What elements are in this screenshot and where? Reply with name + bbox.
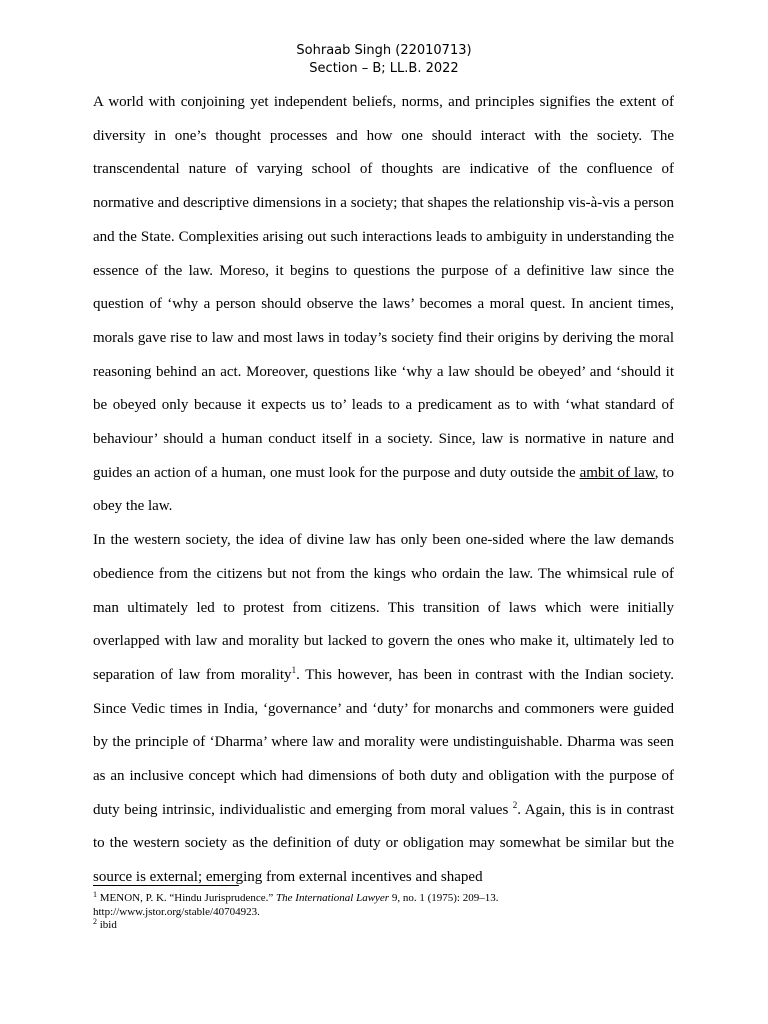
page-header [0,42,768,78]
underlined-phrase: ambit of law [579,464,655,481]
footnote-ref-1[interactable]: 1 [291,664,297,675]
body-text [93,86,674,895]
footnote-1-url[interactable]: http://www.jstor.org/stable/40704923. [93,905,260,918]
footnote-2: $^2$ ibid [93,917,117,931]
footnote-mark-2: 2 [93,917,97,926]
author-line: Sohraab Singh (22010713) [296,43,472,58]
section-line: Section – B; LL.B. 2022 [309,61,459,76]
footnote-1: $^1$ MENON, P. K. “Hindu Jurisprudence.” The International Lawyer 9, no. 1 (1975): 209–13. [93,890,499,904]
footnotes [93,892,693,933]
footnote-mark-1: 1 [93,890,97,899]
paragraph-2: In the western society, the idea of divine law has only been one-sided where the law demands obedience from the citizens but not from the kings who ordain the law. The whimsical rule of man ultimately led to protest from citizens. This transition of laws which were initially overlapped with law and morality but lacked to govern the ones who make it, ultimately led to separation of law from morality$^1$. This however, has been in contrast with the Indian society. Since Vedic times in India, ‘governance’ and ‘duty’ for monarchs and commoners were guided by the principle of ‘Dharma’ where law and morality were undistinguishable. Dharma was seen as an inclusive concept which had dimensions of both duty and obligation with the purpose of duty being intrinsic, individualistic and emerging from moral values $^2$. Again, this is in contrast to the western society as the definition of duty or obligation may somewhat be similar but the source is external; emerging from external incentives and shaped [93,532,674,886]
footnote-ref-2[interactable]: 2 [512,799,518,810]
paragraph-1: A world with conjoining yet independent beliefs, norms, and principles signifies the extent of diversity in one’s thought processes and how one should interact with the society. The transcendental nature of varying school of thoughts are indicative of the confluence of normative and descriptive dimensions in a society; that shapes the relationship vis-à-vis a person and the State. Complexities arising out such interactions leads to ambiguity in understanding the essence of the law. Moreso, it begins to questions the purpose of a definitive law since the question of ‘why a person should observe the laws’ becomes a moral quest. In ancient times, morals gave rise to law and most laws in today’s society find their origins by deriving the moral reasoning behind an act. Moreover, questions like ‘why a law should be obeyed’ and ‘should it be obeyed only because it expects us to’ leads to a predicament as to with ‘what standard of behaviour’ should a human conduct itself in a society. Since, law is normative in nature and guides an action of a human, one must look for the purpose and duty outside the ambit of law, to obey the law. [93,94,675,515]
footnote-separator [93,885,239,886]
journal-title: The International Lawyer [276,892,390,904]
